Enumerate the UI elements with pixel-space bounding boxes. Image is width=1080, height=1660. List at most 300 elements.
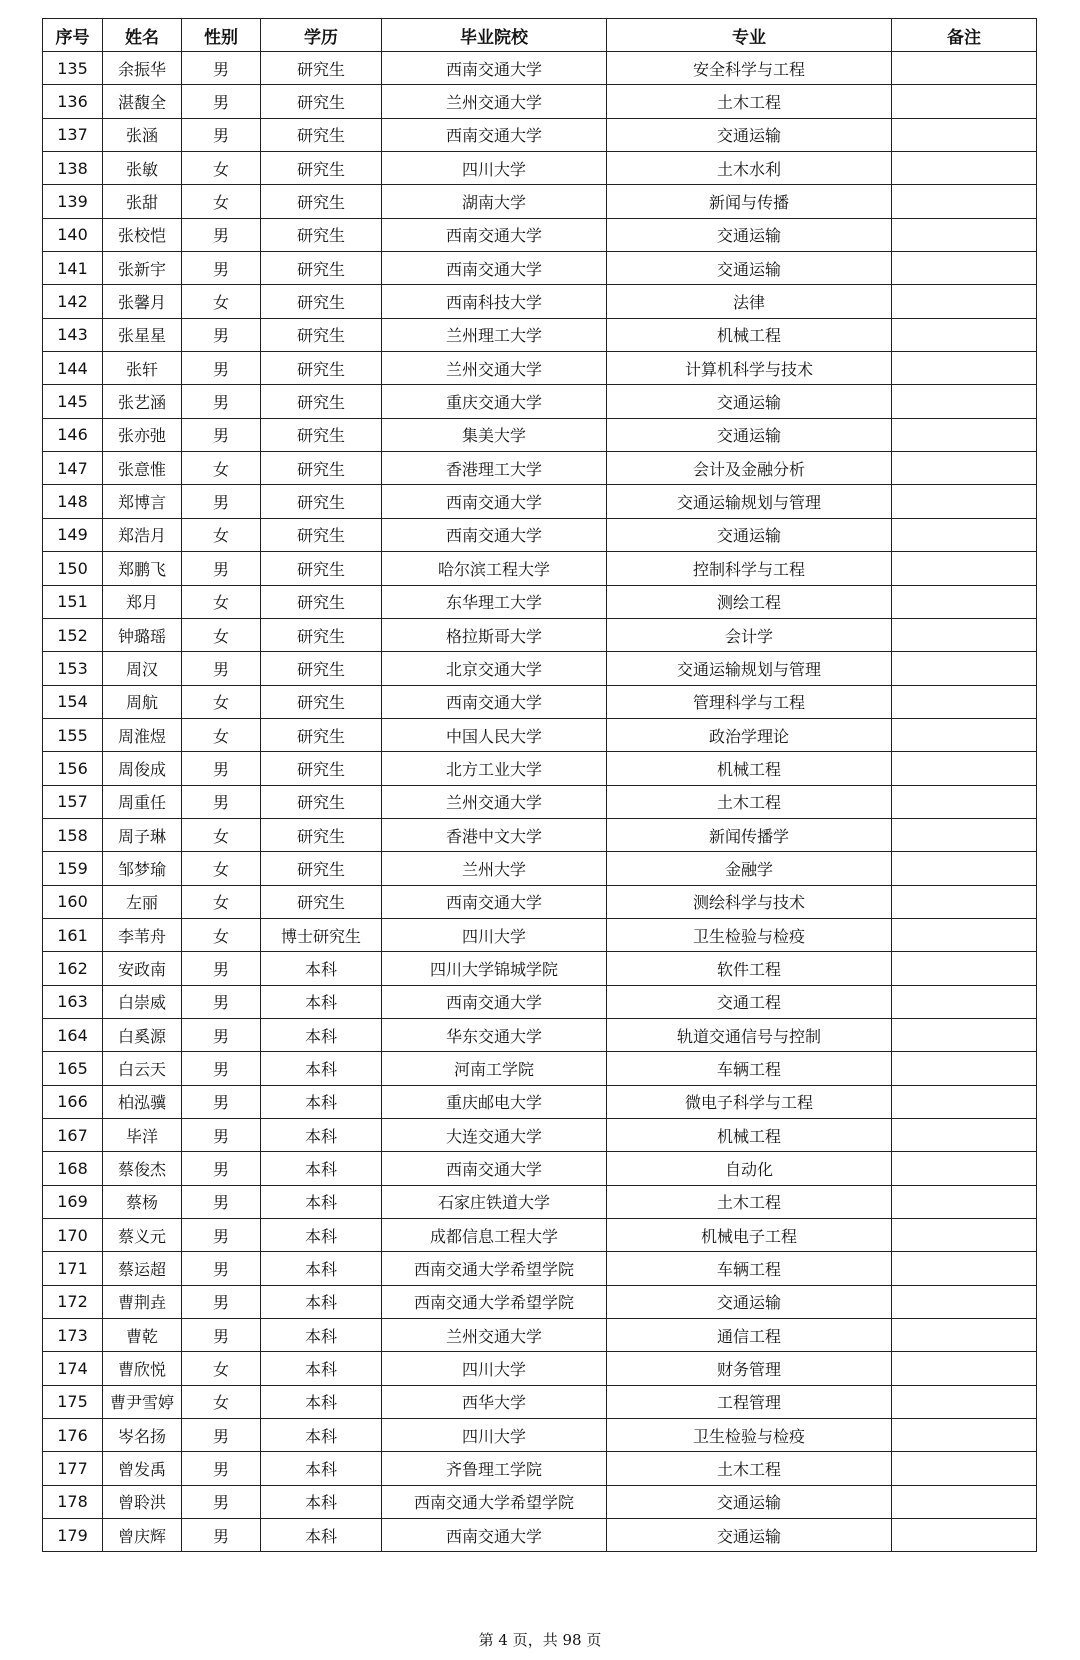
cell-name: 张涵 [103, 118, 182, 151]
cell-name: 周汉 [103, 652, 182, 685]
cell-remarks [892, 718, 1037, 751]
cell-name: 张敏 [103, 152, 182, 185]
cell-gender: 男 [182, 252, 261, 285]
cell-major: 交通运输 [607, 1519, 892, 1552]
table-row [43, 852, 1037, 885]
cell-index: 153 [43, 652, 103, 685]
cell-name: 郑鹏飞 [103, 552, 182, 585]
cell-gender: 男 [182, 1152, 261, 1185]
cell-index: 143 [43, 318, 103, 351]
cell-school: 格拉斯哥大学 [382, 618, 607, 651]
cell-index: 179 [43, 1519, 103, 1552]
cell-name: 曹乾 [103, 1319, 182, 1352]
table-row [43, 718, 1037, 751]
cell-education: 本科 [261, 1052, 382, 1085]
cell-index: 154 [43, 685, 103, 718]
header-school: 毕业院校 [382, 19, 607, 52]
cell-remarks [892, 218, 1037, 251]
cell-major: 计算机科学与技术 [607, 352, 892, 385]
table-row [43, 785, 1037, 818]
cell-major: 测绘工程 [607, 585, 892, 618]
cell-major: 机械工程 [607, 318, 892, 351]
cell-education: 研究生 [261, 352, 382, 385]
cell-name: 张轩 [103, 352, 182, 385]
cell-remarks [892, 585, 1037, 618]
cell-gender: 男 [182, 352, 261, 385]
cell-school: 重庆交通大学 [382, 385, 607, 418]
cell-gender: 女 [182, 452, 261, 485]
table-row [43, 818, 1037, 851]
cell-remarks [892, 1085, 1037, 1118]
cell-remarks [892, 1352, 1037, 1385]
cell-remarks [892, 1452, 1037, 1485]
cell-remarks [892, 1385, 1037, 1418]
cell-major: 车辆工程 [607, 1252, 892, 1285]
cell-name: 曾聆洪 [103, 1485, 182, 1518]
table-row [43, 1419, 1037, 1452]
cell-school: 湖南大学 [382, 185, 607, 218]
cell-index: 176 [43, 1419, 103, 1452]
cell-education: 研究生 [261, 452, 382, 485]
cell-education: 本科 [261, 952, 382, 985]
table-row [43, 1185, 1037, 1218]
cell-education: 研究生 [261, 318, 382, 351]
cell-remarks [892, 1252, 1037, 1285]
cell-name: 蔡杨 [103, 1185, 182, 1218]
cell-major: 交通运输 [607, 418, 892, 451]
cell-education: 研究生 [261, 618, 382, 651]
footer-suffix: 页 [586, 1631, 602, 1649]
cell-school: 东华理工大学 [382, 585, 607, 618]
table-row [43, 652, 1037, 685]
cell-school: 西南交通大学希望学院 [382, 1285, 607, 1318]
cell-name: 曾庆辉 [103, 1519, 182, 1552]
cell-gender: 男 [182, 1085, 261, 1118]
cell-education: 本科 [261, 1085, 382, 1118]
cell-gender: 女 [182, 918, 261, 951]
cell-remarks [892, 152, 1037, 185]
cell-name: 周淮煜 [103, 718, 182, 751]
cell-education: 研究生 [261, 518, 382, 551]
cell-gender: 男 [182, 752, 261, 785]
cell-index: 162 [43, 952, 103, 985]
cell-index: 169 [43, 1185, 103, 1218]
table-row [43, 385, 1037, 418]
cell-index: 141 [43, 252, 103, 285]
cell-index: 138 [43, 152, 103, 185]
table-row [43, 552, 1037, 585]
cell-name: 周航 [103, 685, 182, 718]
cell-education: 研究生 [261, 552, 382, 585]
cell-index: 144 [43, 352, 103, 385]
cell-index: 148 [43, 485, 103, 518]
cell-major: 通信工程 [607, 1319, 892, 1352]
cell-school: 重庆邮电大学 [382, 1085, 607, 1118]
cell-gender: 女 [182, 852, 261, 885]
cell-education: 研究生 [261, 585, 382, 618]
cell-name: 曹尹雪婷 [103, 1385, 182, 1418]
total-pages: 98 [562, 1631, 582, 1649]
cell-school: 西南交通大学 [382, 1519, 607, 1552]
table-row [43, 418, 1037, 451]
cell-gender: 男 [182, 1119, 261, 1152]
cell-major: 机械电子工程 [607, 1219, 892, 1252]
table-row [43, 85, 1037, 118]
cell-remarks [892, 385, 1037, 418]
table-row [43, 1385, 1037, 1418]
cell-school: 香港中文大学 [382, 818, 607, 851]
cell-gender: 男 [182, 1519, 261, 1552]
cell-school: 西南交通大学 [382, 252, 607, 285]
cell-remarks [892, 1018, 1037, 1051]
cell-major: 交通运输规划与管理 [607, 485, 892, 518]
cell-major: 会计及金融分析 [607, 452, 892, 485]
cell-name: 岑名扬 [103, 1419, 182, 1452]
cell-major: 交通运输 [607, 252, 892, 285]
table-row [43, 1052, 1037, 1085]
cell-education: 研究生 [261, 152, 382, 185]
cell-gender: 男 [182, 118, 261, 151]
cell-name: 湛馥全 [103, 85, 182, 118]
cell-gender: 男 [182, 52, 261, 85]
cell-school: 北方工业大学 [382, 752, 607, 785]
page-footer [0, 1629, 1080, 1650]
cell-major: 交通运输 [607, 385, 892, 418]
cell-education: 研究生 [261, 652, 382, 685]
cell-education: 本科 [261, 1452, 382, 1485]
cell-name: 郑浩月 [103, 518, 182, 551]
table-row [43, 1085, 1037, 1118]
cell-major: 控制科学与工程 [607, 552, 892, 585]
cell-name: 周重任 [103, 785, 182, 818]
cell-name: 邹梦瑜 [103, 852, 182, 885]
cell-gender: 男 [182, 1485, 261, 1518]
cell-school: 兰州大学 [382, 852, 607, 885]
cell-major: 交通工程 [607, 985, 892, 1018]
cell-remarks [892, 918, 1037, 951]
cell-major: 车辆工程 [607, 1052, 892, 1085]
cell-name: 郑博言 [103, 485, 182, 518]
cell-name: 左丽 [103, 885, 182, 918]
cell-education: 本科 [261, 1485, 382, 1518]
cell-index: 151 [43, 585, 103, 618]
cell-school: 西南交通大学 [382, 685, 607, 718]
cell-school: 成都信息工程大学 [382, 1219, 607, 1252]
cell-name: 张校恺 [103, 218, 182, 251]
cell-index: 155 [43, 718, 103, 751]
table-header-row [43, 19, 1037, 52]
cell-school: 西华大学 [382, 1385, 607, 1418]
cell-remarks [892, 485, 1037, 518]
cell-remarks [892, 1419, 1037, 1452]
cell-major: 新闻与传播 [607, 185, 892, 218]
cell-name: 张亦弛 [103, 418, 182, 451]
cell-remarks [892, 752, 1037, 785]
cell-major: 土木工程 [607, 1452, 892, 1485]
cell-name: 张星星 [103, 318, 182, 351]
table-row [43, 618, 1037, 651]
cell-major: 金融学 [607, 852, 892, 885]
cell-index: 140 [43, 218, 103, 251]
cell-name: 白奚源 [103, 1018, 182, 1051]
cell-major: 交通运输 [607, 1485, 892, 1518]
cell-gender: 男 [182, 418, 261, 451]
cell-index: 137 [43, 118, 103, 151]
table-row [43, 685, 1037, 718]
cell-name: 张甜 [103, 185, 182, 218]
cell-school: 四川大学 [382, 918, 607, 951]
table-row [43, 185, 1037, 218]
table-row [43, 885, 1037, 918]
cell-index: 158 [43, 818, 103, 851]
cell-gender: 女 [182, 818, 261, 851]
cell-remarks [892, 1319, 1037, 1352]
cell-name: 周俊成 [103, 752, 182, 785]
cell-school: 石家庄铁道大学 [382, 1185, 607, 1218]
cell-name: 张馨月 [103, 285, 182, 318]
cell-major: 软件工程 [607, 952, 892, 985]
cell-gender: 男 [182, 952, 261, 985]
cell-name: 曾发禹 [103, 1452, 182, 1485]
cell-gender: 女 [182, 585, 261, 618]
cell-remarks [892, 1052, 1037, 1085]
cell-gender: 男 [182, 785, 261, 818]
cell-index: 161 [43, 918, 103, 951]
cell-school: 兰州交通大学 [382, 352, 607, 385]
cell-gender: 女 [182, 518, 261, 551]
cell-gender: 男 [182, 318, 261, 351]
cell-remarks [892, 1485, 1037, 1518]
cell-school: 河南工学院 [382, 1052, 607, 1085]
cell-education: 本科 [261, 985, 382, 1018]
cell-education: 本科 [261, 1285, 382, 1318]
cell-school: 西南交通大学希望学院 [382, 1252, 607, 1285]
cell-major: 土木水利 [607, 152, 892, 185]
table-row [43, 1152, 1037, 1185]
header-gender: 性别 [182, 19, 261, 52]
table-row [43, 252, 1037, 285]
cell-major: 新闻传播学 [607, 818, 892, 851]
cell-major: 财务管理 [607, 1352, 892, 1385]
cell-school: 兰州交通大学 [382, 85, 607, 118]
cell-name: 蔡运超 [103, 1252, 182, 1285]
cell-school: 兰州交通大学 [382, 785, 607, 818]
cell-name: 蔡义元 [103, 1219, 182, 1252]
cell-education: 研究生 [261, 785, 382, 818]
cell-education: 博士研究生 [261, 918, 382, 951]
cell-remarks [892, 1152, 1037, 1185]
header-remarks: 备注 [892, 19, 1037, 52]
table-row [43, 218, 1037, 251]
table-row [43, 752, 1037, 785]
cell-school: 西南交通大学 [382, 518, 607, 551]
cell-education: 研究生 [261, 685, 382, 718]
cell-index: 146 [43, 418, 103, 451]
cell-major: 交通运输 [607, 118, 892, 151]
cell-school: 西南交通大学 [382, 1152, 607, 1185]
cell-name: 曹荆垚 [103, 1285, 182, 1318]
cell-school: 西南交通大学 [382, 218, 607, 251]
cell-education: 研究生 [261, 418, 382, 451]
cell-major: 微电子科学与工程 [607, 1085, 892, 1118]
cell-gender: 女 [182, 1385, 261, 1418]
cell-major: 交通运输 [607, 1285, 892, 1318]
cell-education: 研究生 [261, 185, 382, 218]
cell-school: 四川大学锦城学院 [382, 952, 607, 985]
cell-gender: 男 [182, 1319, 261, 1352]
cell-name: 安政南 [103, 952, 182, 985]
cell-major: 交通运输 [607, 518, 892, 551]
cell-gender: 男 [182, 1219, 261, 1252]
cell-education: 本科 [261, 1152, 382, 1185]
cell-remarks [892, 518, 1037, 551]
cell-index: 170 [43, 1219, 103, 1252]
cell-remarks [892, 318, 1037, 351]
cell-name: 柏泓骥 [103, 1085, 182, 1118]
table-row [43, 1119, 1037, 1152]
cell-index: 142 [43, 285, 103, 318]
cell-name: 曹欣悦 [103, 1352, 182, 1385]
cell-remarks [892, 52, 1037, 85]
table-row [43, 518, 1037, 551]
cell-index: 156 [43, 752, 103, 785]
cell-name: 张意惟 [103, 452, 182, 485]
cell-name: 钟璐瑶 [103, 618, 182, 651]
cell-index: 152 [43, 618, 103, 651]
cell-school: 西南交通大学 [382, 118, 607, 151]
cell-education: 本科 [261, 1385, 382, 1418]
cell-school: 西南交通大学 [382, 485, 607, 518]
cell-school: 华东交通大学 [382, 1018, 607, 1051]
cell-index: 171 [43, 1252, 103, 1285]
cell-gender: 女 [182, 185, 261, 218]
cell-remarks [892, 1519, 1037, 1552]
cell-remarks [892, 352, 1037, 385]
cell-major: 机械工程 [607, 752, 892, 785]
cell-school: 西南交通大学 [382, 985, 607, 1018]
cell-major: 土木工程 [607, 85, 892, 118]
table-row [43, 285, 1037, 318]
table-row [43, 1519, 1037, 1552]
cell-remarks [892, 552, 1037, 585]
cell-major: 机械工程 [607, 1119, 892, 1152]
cell-school: 齐鲁理工学院 [382, 1452, 607, 1485]
cell-major: 土木工程 [607, 1185, 892, 1218]
cell-index: 139 [43, 185, 103, 218]
cell-index: 172 [43, 1285, 103, 1318]
cell-major: 自动化 [607, 1152, 892, 1185]
cell-remarks [892, 185, 1037, 218]
table-row [43, 918, 1037, 951]
table-row [43, 1352, 1037, 1385]
cell-major: 土木工程 [607, 785, 892, 818]
cell-remarks [892, 252, 1037, 285]
cell-index: 150 [43, 552, 103, 585]
cell-remarks [892, 85, 1037, 118]
cell-name: 张艺涵 [103, 385, 182, 418]
cell-education: 研究生 [261, 85, 382, 118]
cell-education: 本科 [261, 1219, 382, 1252]
table-row [43, 1485, 1037, 1518]
cell-name: 周子琳 [103, 818, 182, 851]
table-row [43, 318, 1037, 351]
cell-school: 大连交通大学 [382, 1119, 607, 1152]
cell-remarks [892, 452, 1037, 485]
cell-school: 兰州交通大学 [382, 1319, 607, 1352]
cell-index: 175 [43, 1385, 103, 1418]
cell-school: 集美大学 [382, 418, 607, 451]
header-major: 专业 [607, 19, 892, 52]
cell-school: 西南交通大学 [382, 52, 607, 85]
cell-gender: 男 [182, 485, 261, 518]
cell-education: 研究生 [261, 52, 382, 85]
cell-education: 研究生 [261, 385, 382, 418]
cell-remarks [892, 785, 1037, 818]
cell-index: 136 [43, 85, 103, 118]
cell-education: 本科 [261, 1018, 382, 1051]
cell-school: 中国人民大学 [382, 718, 607, 751]
cell-gender: 男 [182, 552, 261, 585]
cell-name: 白云天 [103, 1052, 182, 1085]
cell-school: 四川大学 [382, 1352, 607, 1385]
cell-education: 研究生 [261, 285, 382, 318]
cell-education: 本科 [261, 1319, 382, 1352]
cell-index: 165 [43, 1052, 103, 1085]
cell-index: 164 [43, 1018, 103, 1051]
cell-school: 兰州理工大学 [382, 318, 607, 351]
cell-name: 郑月 [103, 585, 182, 618]
cell-remarks [892, 285, 1037, 318]
cell-gender: 男 [182, 218, 261, 251]
cell-education: 研究生 [261, 485, 382, 518]
cell-major: 测绘科学与技术 [607, 885, 892, 918]
cell-gender: 女 [182, 718, 261, 751]
cell-education: 本科 [261, 1419, 382, 1452]
cell-gender: 男 [182, 652, 261, 685]
table-row [43, 52, 1037, 85]
cell-name: 毕洋 [103, 1119, 182, 1152]
cell-remarks [892, 852, 1037, 885]
cell-gender: 女 [182, 285, 261, 318]
cell-education: 研究生 [261, 252, 382, 285]
cell-major: 法律 [607, 285, 892, 318]
cell-education: 本科 [261, 1352, 382, 1385]
cell-education: 研究生 [261, 118, 382, 151]
cell-gender: 女 [182, 152, 261, 185]
table-row [43, 1219, 1037, 1252]
cell-school: 哈尔滨工程大学 [382, 552, 607, 585]
cell-gender: 男 [182, 1285, 261, 1318]
table-row [43, 485, 1037, 518]
header-index: 序号 [43, 19, 103, 52]
table-row [43, 452, 1037, 485]
footer-middle: 页，共 [512, 1631, 558, 1649]
table-row [43, 1452, 1037, 1485]
cell-school: 西南科技大学 [382, 285, 607, 318]
cell-education: 研究生 [261, 885, 382, 918]
cell-index: 167 [43, 1119, 103, 1152]
cell-education: 研究生 [261, 218, 382, 251]
header-education: 学历 [261, 19, 382, 52]
cell-index: 174 [43, 1352, 103, 1385]
table-row [43, 118, 1037, 151]
cell-major: 管理科学与工程 [607, 685, 892, 718]
cell-remarks [892, 952, 1037, 985]
cell-remarks [892, 652, 1037, 685]
table-body [43, 52, 1037, 1552]
roster-table [42, 18, 1037, 1552]
cell-remarks [892, 1285, 1037, 1318]
